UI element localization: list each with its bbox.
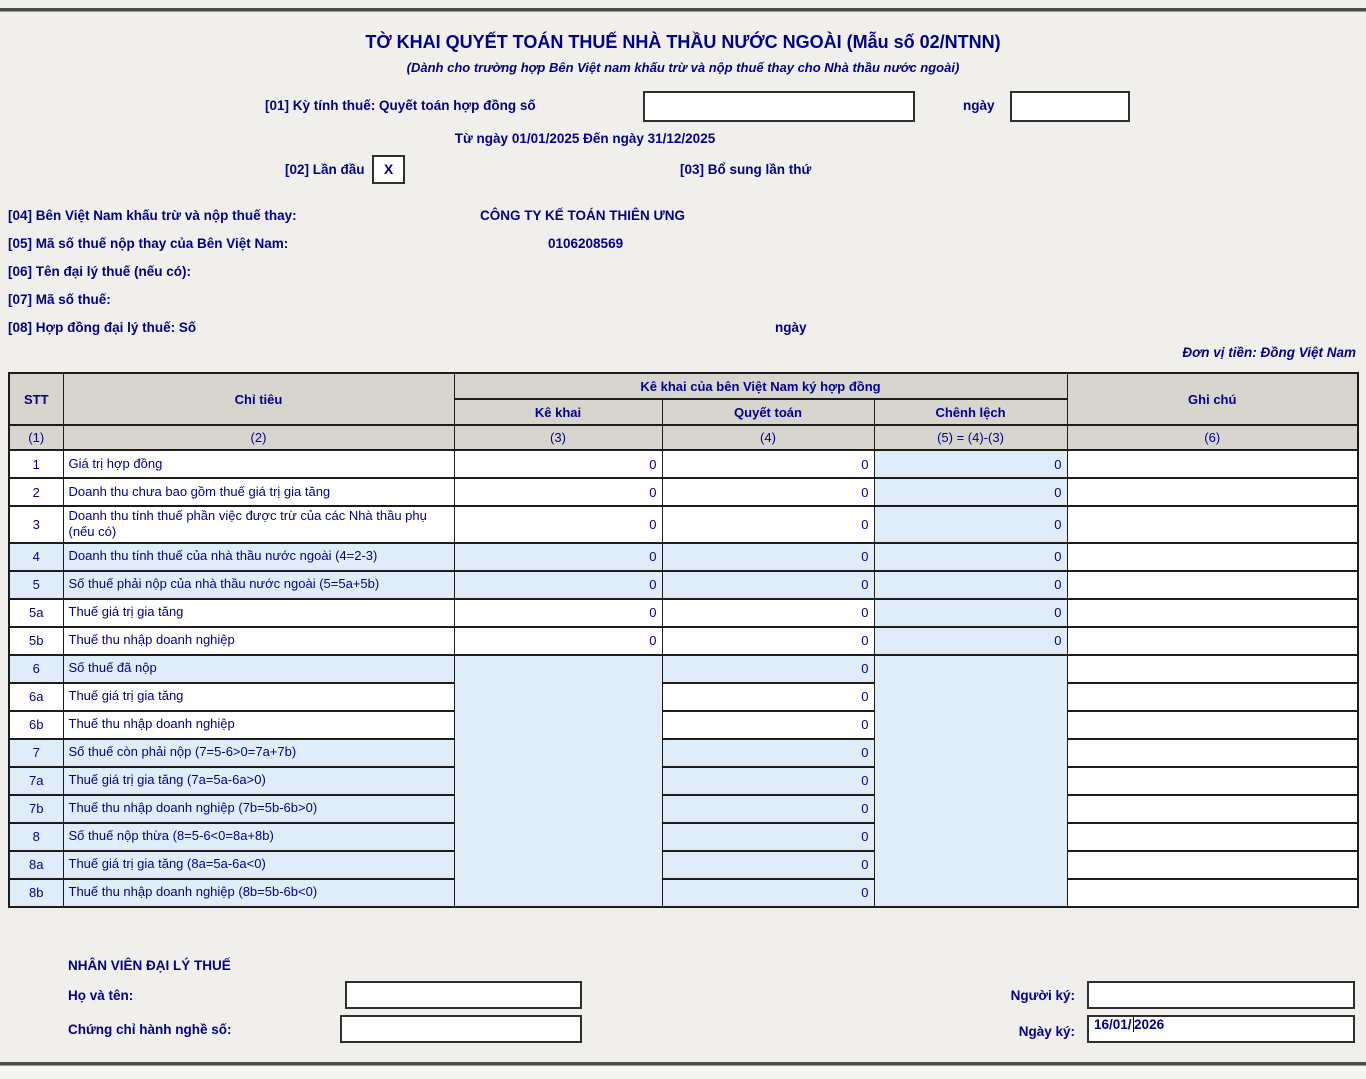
cell-ghichu[interactable] <box>1067 478 1358 506</box>
cell-ghichu[interactable] <box>1067 506 1358 543</box>
table-row <box>9 767 1358 795</box>
sign-date-value <box>1089 1017 1353 1041</box>
row-stt: 8 <box>9 823 63 851</box>
cell-chenhlech-merged <box>874 655 1067 907</box>
row-stt: 7b <box>9 795 63 823</box>
cell-quyettoan: 0 <box>662 767 874 795</box>
header-chenhlech: Chênh lệch <box>874 399 1067 425</box>
page-title: TỜ KHAI QUYẾT TOÁN THUẾ NHÀ THẦU NƯỚC NGOÀI (Mẫu số 02/NTNN) <box>365 32 1001 52</box>
row-stt: 2 <box>9 478 63 506</box>
sign-date-label: Ngày ký: <box>1018 1024 1075 1039</box>
signer-label: Người ký: <box>1010 988 1075 1003</box>
cell-kekhai: 0 <box>454 543 662 571</box>
table-header-row-1 <box>9 373 1358 399</box>
cell-chenhlech: 0 <box>874 571 1067 599</box>
table-body <box>9 450 1358 907</box>
row-label: Số thuế còn phải nộp (7=5-6>0=7a+7b) <box>63 739 454 767</box>
row-stt: 8a <box>9 851 63 879</box>
currency-note: Đơn vị tiền: Đồng Việt Nam <box>1182 345 1356 360</box>
table-row <box>9 599 1358 627</box>
table-row <box>9 543 1358 571</box>
cell-chenhlech: 0 <box>874 450 1067 478</box>
agent-section-title: NHÂN VIÊN ĐẠI LÝ THUẾ <box>68 958 231 973</box>
row-stt: 7a <box>9 767 63 795</box>
row-label: Số thuế nộp thừa (8=5-6<0=8a+8b) <box>63 823 454 851</box>
top-frame-divider <box>0 8 1366 12</box>
cell-kekhai[interactable]: 0 <box>454 450 662 478</box>
row-stt: 6b <box>9 711 63 739</box>
field-05-label: [05] Mã số thuế nộp thay của Bên Việt Nam: <box>8 236 289 251</box>
cell-kekhai: 0 <box>454 571 662 599</box>
cell-chenhlech: 0 <box>874 599 1067 627</box>
cell-kekhai-merged <box>454 655 662 907</box>
table-row <box>9 851 1358 879</box>
row-label: Doanh thu tính thuế phần việc được trừ của các Nhà thầu phụ (nếu có) <box>63 506 454 543</box>
table-index-row <box>9 425 1358 450</box>
cell-quyettoan[interactable]: 0 <box>662 683 874 711</box>
row-label: Số thuế phải nộp của nhà thầu nước ngoài (5=5a+5b) <box>63 571 454 599</box>
first-time-checkbox[interactable]: X <box>372 155 405 184</box>
cell-chenhlech: 0 <box>874 478 1067 506</box>
sign-date-input[interactable] <box>1087 1015 1355 1043</box>
cell-quyettoan: 0 <box>662 795 874 823</box>
field-06-label: [06] Tên đại lý thuế (nếu có): <box>8 264 192 279</box>
table-row <box>9 879 1358 907</box>
tax-code-value: 0106208569 <box>548 236 624 251</box>
row-label: Thuế giá trị gia tăng (7a=5a-6a>0) <box>63 767 454 795</box>
cell-ghichu[interactable] <box>1067 543 1358 571</box>
cell-quyettoan[interactable]: 0 <box>662 450 874 478</box>
page-subtitle: (Dành cho trường hợp Bên Việt nam khấu trừ và nộp thuế thay cho Nhà thầu nước ngoài) <box>406 60 960 75</box>
fullname-input[interactable] <box>345 981 582 1009</box>
cell-ghichu[interactable] <box>1067 879 1358 907</box>
cell-ghichu[interactable] <box>1067 627 1358 655</box>
header-kekhai: Kê khai <box>454 399 662 425</box>
contract-date-input[interactable] <box>1010 91 1130 122</box>
row-label: Thuế thu nhập doanh nghiệp (8b=5b-6b<0) <box>63 879 454 907</box>
signer-input[interactable] <box>1087 981 1355 1009</box>
row-stt: 6 <box>9 655 63 683</box>
cell-chenhlech: 0 <box>874 506 1067 543</box>
contract-number-value <box>645 93 913 120</box>
cell-quyettoan: 0 <box>662 879 874 907</box>
contract-date-value <box>1012 93 1128 120</box>
cell-quyettoan[interactable]: 0 <box>662 627 874 655</box>
cell-kekhai[interactable]: 0 <box>454 478 662 506</box>
certificate-label: Chứng chỉ hành nghề số: <box>68 1022 232 1037</box>
table-row <box>9 655 1358 683</box>
cell-kekhai[interactable]: 0 <box>454 506 662 543</box>
row-stt: 5 <box>9 571 63 599</box>
table-row <box>9 571 1358 599</box>
header-chitieu: Chỉ tiêu <box>63 373 454 425</box>
index-3: (3) <box>454 425 662 450</box>
cell-ghichu[interactable] <box>1067 767 1358 795</box>
cell-ghichu[interactable] <box>1067 450 1358 478</box>
cell-ghichu[interactable] <box>1067 823 1358 851</box>
cell-quyettoan[interactable]: 0 <box>662 478 874 506</box>
cell-quyettoan: 0 <box>662 655 874 683</box>
header-stt: STT <box>9 373 63 425</box>
table-row <box>9 478 1358 506</box>
field-02-label: [02] Lần đầu <box>285 162 365 177</box>
table-row <box>9 627 1358 655</box>
field-07-label: [07] Mã số thuế: <box>8 292 111 307</box>
index-5: (5) = (4)-(3) <box>874 425 1067 450</box>
fullname-label: Họ và tên: <box>68 988 134 1003</box>
field-01-ngay-label: ngày <box>963 98 995 113</box>
header-group: Kê khai của bên Việt Nam ký hợp đồng <box>454 373 1067 399</box>
declaration-table <box>8 372 1359 908</box>
row-stt: 7 <box>9 739 63 767</box>
withholding-party-name: CÔNG TY KẾ TOÁN THIÊN ƯNG <box>480 208 685 223</box>
row-label: Giá trị hợp đồng <box>63 450 454 478</box>
row-stt: 6a <box>9 683 63 711</box>
row-label: Thuế giá trị gia tăng (8a=5a-6a<0) <box>63 851 454 879</box>
field-03-label: [03] Bổ sung lần thứ <box>680 162 812 177</box>
cell-quyettoan: 0 <box>662 739 874 767</box>
cell-quyettoan[interactable]: 0 <box>662 599 874 627</box>
cell-ghichu[interactable] <box>1067 795 1358 823</box>
cell-ghichu[interactable] <box>1067 571 1358 599</box>
row-label: Thuế thu nhập doanh nghiệp <box>63 711 454 739</box>
contract-number-input[interactable] <box>643 91 915 122</box>
tax-period-range: Từ ngày 01/01/2025 Đến ngày 31/12/2025 <box>454 131 716 146</box>
cell-quyettoan: 0 <box>662 571 874 599</box>
field-04-label: [04] Bên Việt Nam khấu trừ và nộp thuế thay: <box>8 208 297 223</box>
fullname-value <box>347 983 580 1007</box>
cell-ghichu[interactable] <box>1067 739 1358 767</box>
cell-quyettoan[interactable]: 0 <box>662 711 874 739</box>
certificate-value <box>342 1017 580 1041</box>
row-stt: 1 <box>9 450 63 478</box>
field-08-ngay-label: ngày <box>775 320 807 335</box>
index-1: (1) <box>9 425 63 450</box>
cell-quyettoan[interactable]: 0 <box>662 506 874 543</box>
field-08-label: [08] Hợp đồng đại lý thuế: Số <box>8 320 197 335</box>
cell-ghichu[interactable] <box>1067 599 1358 627</box>
cell-chenhlech: 0 <box>874 543 1067 571</box>
index-6: (6) <box>1067 425 1358 450</box>
cell-ghichu[interactable] <box>1067 851 1358 879</box>
row-stt: 5b <box>9 627 63 655</box>
row-label: Số thuế đã nộp <box>63 655 454 683</box>
row-label: Thuế thu nhập doanh nghiệp <box>63 627 454 655</box>
bottom-frame-divider <box>0 1062 1366 1066</box>
certificate-input[interactable] <box>340 1015 582 1043</box>
sign-date-before-cursor: 16/01/ <box>1094 1017 1132 1032</box>
below-frame-area <box>0 1067 1366 1079</box>
field-01-label: [01] Kỳ tính thuế: Quyết toán hợp đồng số <box>265 98 536 113</box>
cell-ghichu[interactable] <box>1067 655 1358 683</box>
table-row <box>9 450 1358 478</box>
table-row <box>9 795 1358 823</box>
row-label: Doanh thu tính thuế của nhà thầu nước ngoài (4=2-3) <box>63 543 454 571</box>
header-quyettoan: Quyết toán <box>662 399 874 425</box>
table-row <box>9 739 1358 767</box>
row-stt: 3 <box>9 506 63 543</box>
cell-quyettoan: 0 <box>662 851 874 879</box>
index-2: (2) <box>63 425 454 450</box>
index-4: (4) <box>662 425 874 450</box>
cell-ghichu[interactable] <box>1067 683 1358 711</box>
table-row <box>9 711 1358 739</box>
row-stt: 4 <box>9 543 63 571</box>
row-stt: 5a <box>9 599 63 627</box>
cell-ghichu[interactable] <box>1067 711 1358 739</box>
sign-date-after-cursor: 2026 <box>1134 1017 1165 1032</box>
row-label: Doanh thu chưa bao gồm thuế giá trị gia tăng <box>63 478 454 506</box>
row-stt: 8b <box>9 879 63 907</box>
cell-kekhai[interactable]: 0 <box>454 627 662 655</box>
header-ghichu: Ghi chú <box>1067 373 1358 425</box>
row-label: Thuế giá trị gia tăng <box>63 599 454 627</box>
table-row <box>9 823 1358 851</box>
cell-quyettoan: 0 <box>662 543 874 571</box>
cell-quyettoan: 0 <box>662 823 874 851</box>
row-label: Thuế thu nhập doanh nghiệp (7b=5b-6b>0) <box>63 795 454 823</box>
cell-chenhlech: 0 <box>874 627 1067 655</box>
row-label: Thuế giá trị gia tăng <box>63 683 454 711</box>
signer-value <box>1089 983 1353 1007</box>
table-row <box>9 506 1358 543</box>
table-row <box>9 683 1358 711</box>
cell-kekhai[interactable]: 0 <box>454 599 662 627</box>
